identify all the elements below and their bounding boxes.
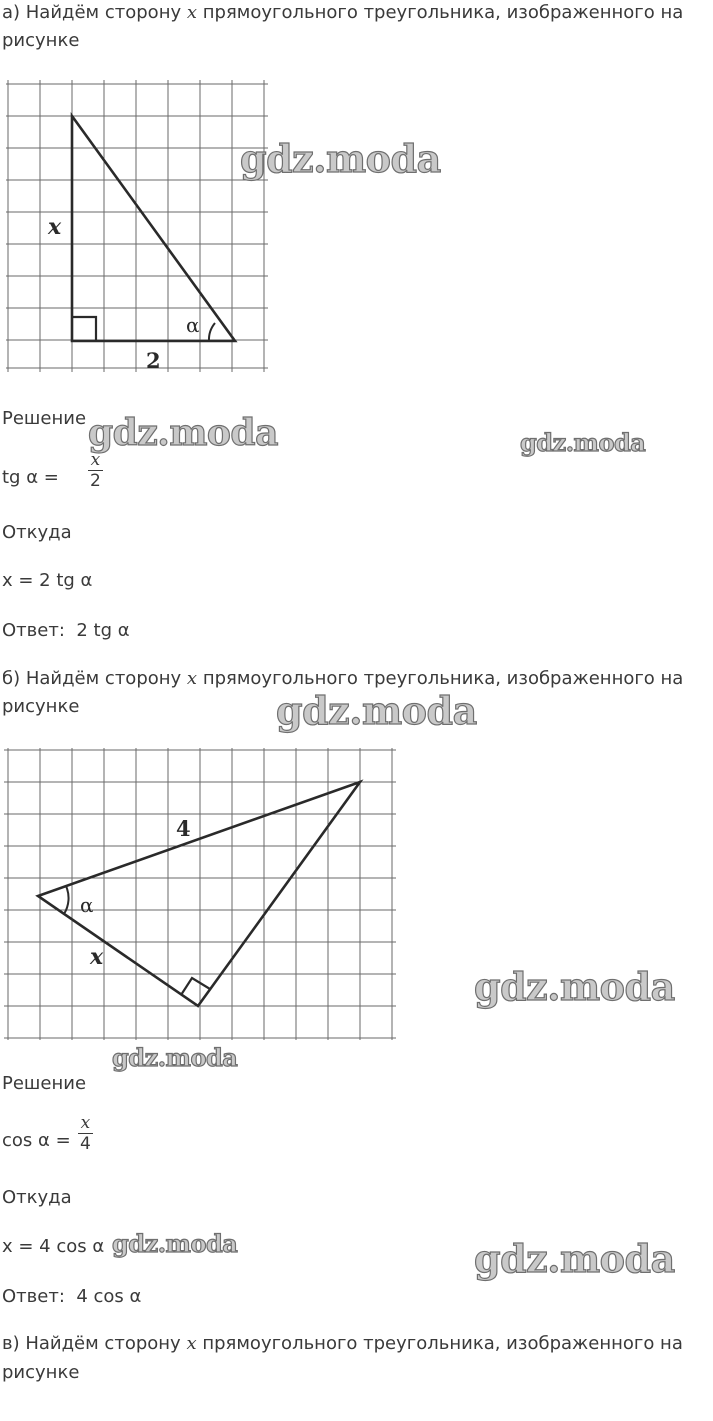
prompt-variable: x — [186, 668, 198, 689]
figure-a-triangle — [6, 80, 270, 372]
problem-b-prompt-line2: рисунке — [2, 696, 80, 717]
fraction-numerator: x — [78, 1113, 93, 1134]
formula-a-lhs: tg α = — [2, 467, 59, 488]
answer-label: Ответ: — [2, 620, 65, 641]
problem-a-prompt — [2, 0, 683, 26]
answer-value: 2 tg α — [76, 620, 130, 641]
solution-label-a: Решение — [2, 408, 87, 429]
watermark: gdz.moda — [112, 1229, 238, 1258]
right-angle-mark — [181, 978, 210, 995]
problem-a-prompt-line2: рисунке — [2, 30, 80, 51]
side-x-label: x — [48, 214, 62, 240]
problem-c-prompt — [2, 1331, 683, 1357]
hypotenuse-label: 4 — [176, 816, 191, 841]
prompt-variable: x — [186, 1333, 197, 1354]
prompt-text-rest: прямоугольного треугольника, изображенного на — [202, 2, 684, 23]
side-x-label: x — [90, 944, 104, 970]
watermark: gdz.moda — [112, 1043, 238, 1072]
prompt-text-rest: прямоугольного треугольника, изображенного на — [202, 1333, 683, 1354]
fraction-numerator: x — [88, 450, 103, 471]
formula-a-fraction — [88, 450, 103, 491]
figure-a-grid — [6, 80, 268, 372]
result-a: x = 2 tg α — [2, 570, 93, 591]
right-angle-mark — [72, 317, 96, 341]
prompt-text: а) Найдём сторону — [2, 2, 182, 23]
whence-label-a: Откуда — [2, 522, 72, 543]
answer-a — [2, 618, 130, 644]
answer-value: 4 cos α — [76, 1286, 142, 1307]
angle-alpha-label: α — [186, 313, 200, 337]
answer-b — [2, 1284, 141, 1310]
prompt-text: в) Найдём сторону — [2, 1333, 181, 1354]
solution-label-b: Решение — [2, 1073, 87, 1094]
watermark: gdz.moda — [276, 688, 477, 733]
watermark: gdz.moda — [474, 964, 675, 1009]
watermark: gdz.moda — [88, 412, 278, 454]
base-label: 2 — [146, 348, 161, 372]
whence-label-b: Откуда — [2, 1187, 72, 1208]
problem-c-prompt-line2: рисунке — [2, 1362, 80, 1383]
angle-arc — [209, 323, 215, 341]
prompt-variable: x — [186, 2, 198, 23]
watermark: gdz.moda — [240, 136, 441, 181]
fraction-denominator: 4 — [80, 1134, 91, 1154]
triangle-a — [72, 116, 235, 341]
result-b: x = 4 cos α — [2, 1236, 105, 1257]
watermark: gdz.moda — [474, 1236, 675, 1281]
prompt-text-rest: прямоугольного треугольника, изображенного на — [202, 668, 684, 689]
figure-b-triangle — [4, 748, 398, 1042]
formula-b-lhs: cos α = — [2, 1130, 71, 1151]
angle-alpha-label: α — [80, 893, 94, 917]
prompt-text: б) Найдём сторону — [2, 668, 182, 689]
answer-label: Ответ: — [2, 1286, 65, 1307]
fraction-denominator: 2 — [90, 471, 101, 491]
formula-b-fraction — [78, 1113, 93, 1154]
figure-b-grid — [4, 748, 396, 1040]
watermark: gdz.moda — [520, 428, 646, 457]
